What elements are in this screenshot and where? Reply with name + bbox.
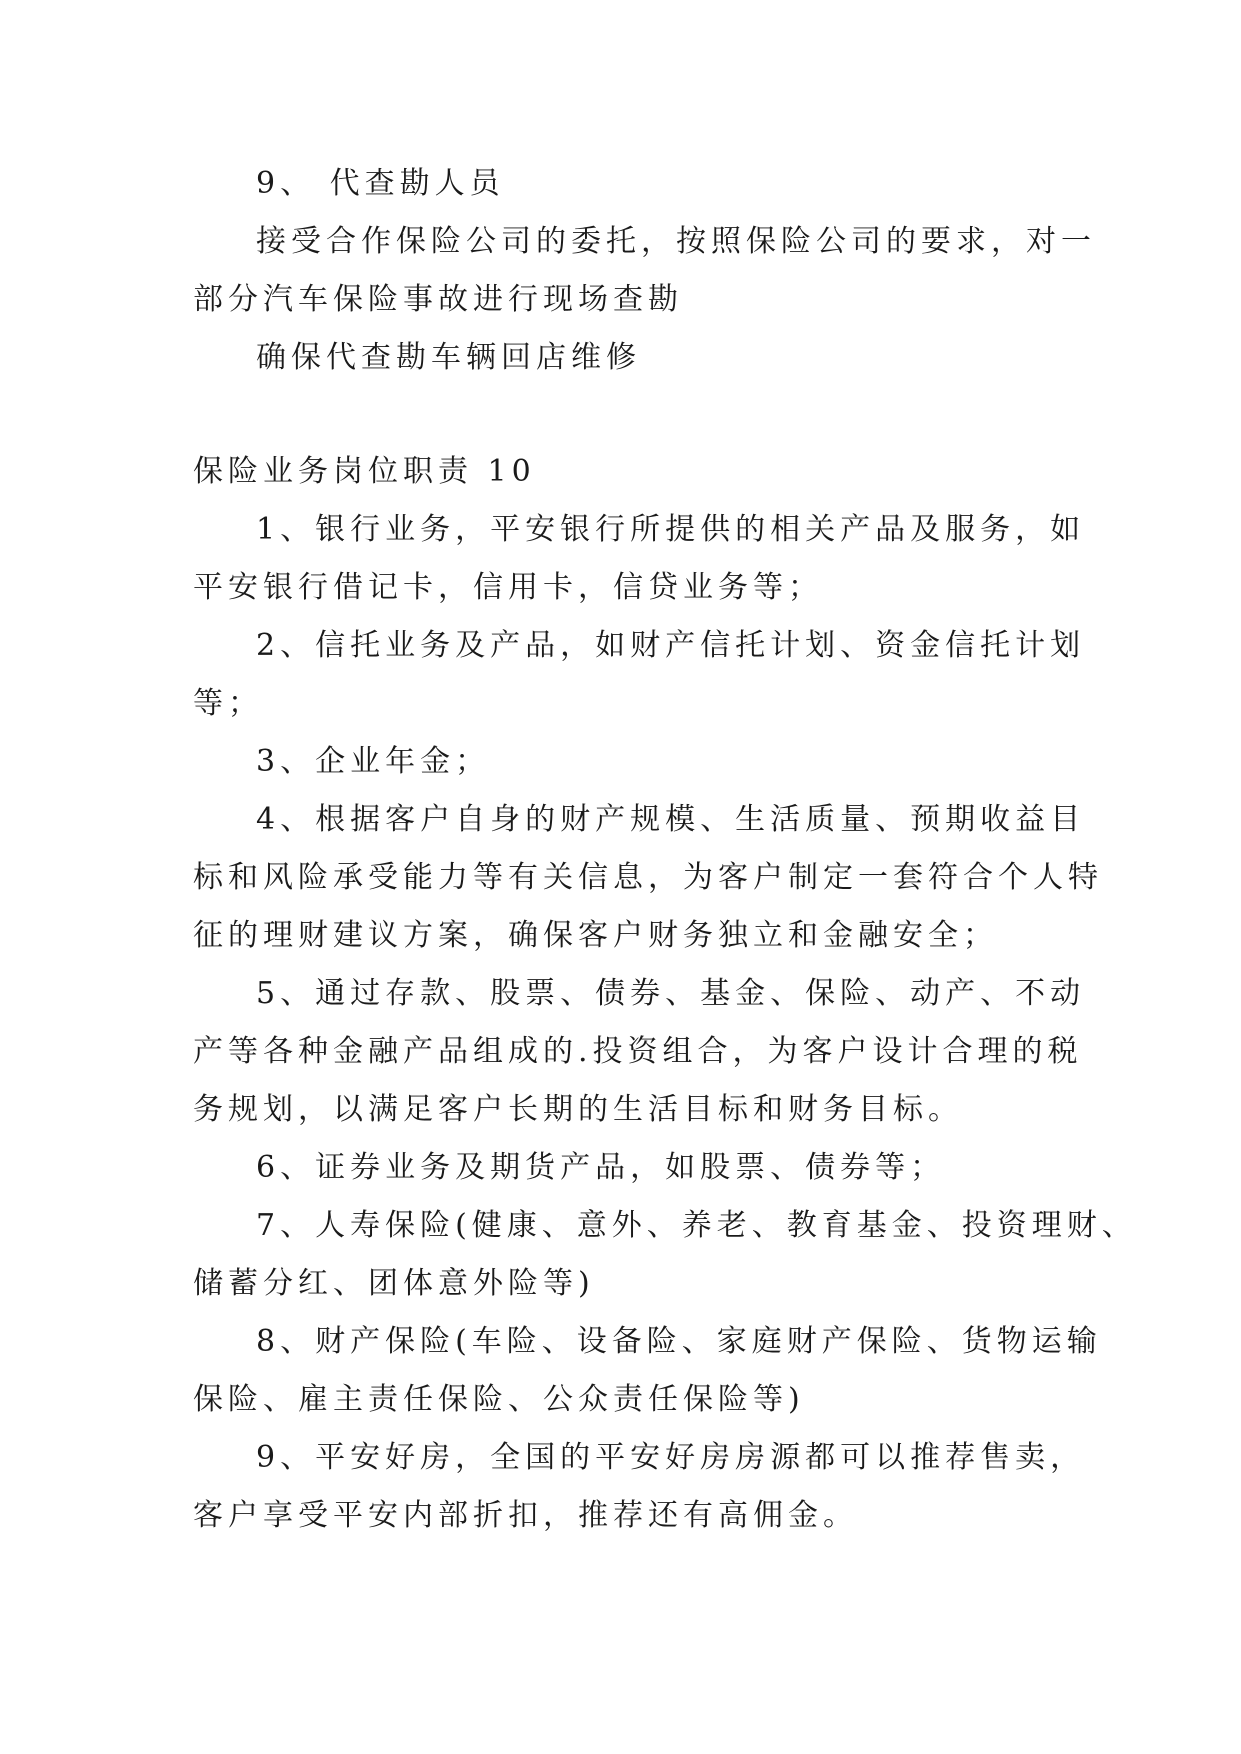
list-item-line: 等； <box>193 686 263 721</box>
paragraph-line: 接受合作保险公司的委托，按照保险公司的要求，对一 <box>256 224 1096 259</box>
list-item-line: 9、平安好房，全国的平安好房房源都可以推荐售卖， <box>256 1440 1086 1475</box>
list-item-line: 标和风险承受能力等有关信息，为客户制定一套符合个人特 <box>193 860 1103 895</box>
list-item-line: 3、企业年金； <box>256 744 491 779</box>
list-item-line: 2、信托业务及产品，如财产信托计划、资金信托计划 <box>256 628 1086 663</box>
list-item-line: 征的理财建议方案，确保客户财务独立和金融安全； <box>193 918 998 953</box>
list-item-line: 6、证券业务及期货产品，如股票、债券等； <box>256 1150 946 1185</box>
list-item-line: 8、财产保险(车险、设备险、家庭财产保险、货物运输 <box>256 1324 1102 1359</box>
list-item-line: 4、根据客户自身的财产规模、生活质量、预期收益目 <box>256 802 1086 837</box>
document-title: 保险业务岗位职责 10 <box>193 454 536 489</box>
list-item-line: 平安银行借记卡，信用卡，信贷业务等； <box>193 570 823 605</box>
list-item-line: 储蓄分红、团体意外险等) <box>193 1266 595 1301</box>
list-item-line: 客户享受平安内部折扣，推荐还有高佣金。 <box>193 1498 858 1533</box>
list-item-line: 务规划，以满足客户长期的生活目标和财务目标。 <box>193 1092 963 1127</box>
paragraph-line: 确保代查勘车辆回店维修 <box>256 340 641 375</box>
list-item-line: 5、通过存款、股票、债券、基金、保险、动产、不动 <box>256 976 1086 1011</box>
list-item-line: 7、人寿保险(健康、意外、养老、教育基金、投资理财、 <box>256 1208 1137 1243</box>
list-item-line: 产等各种金融产品组成的.投资组合，为客户设计合理的税 <box>193 1034 1083 1069</box>
list-item-line: 1、银行业务，平安银行所提供的相关产品及服务，如 <box>256 512 1086 547</box>
section-heading: 9、 代查勘人员 <box>256 166 505 201</box>
paragraph-line: 部分汽车保险事故进行现场查勘 <box>193 282 683 317</box>
list-item-line: 保险、雇主责任保险、公众责任保险等) <box>193 1382 805 1417</box>
